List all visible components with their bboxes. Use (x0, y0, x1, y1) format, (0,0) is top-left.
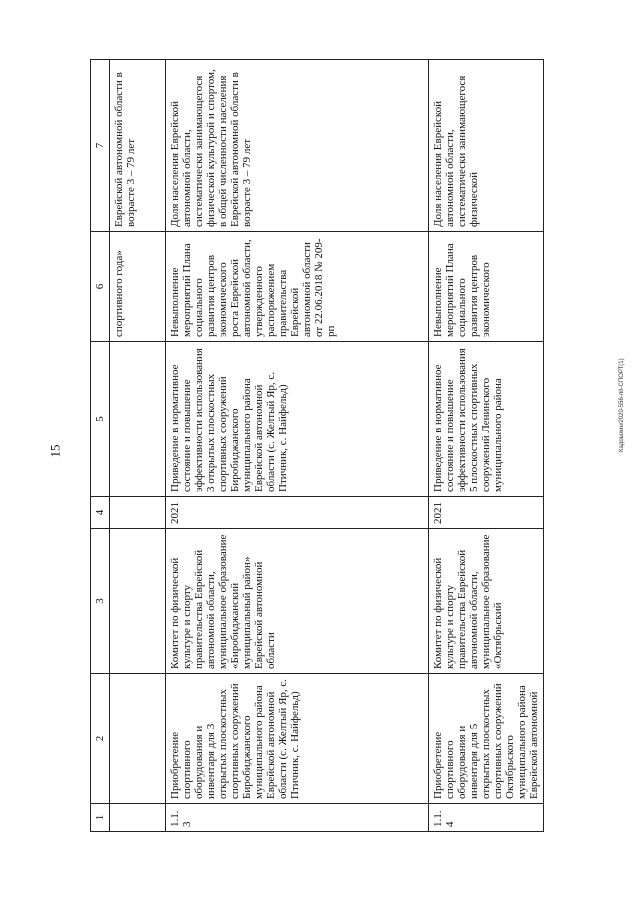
header-cell-4: 4 (91, 497, 110, 529)
measure-result: Приведение в нормативное состояние и повышение эффективности использования 3 открытых плоскостных спортивных сооружений Биробиджанского муниципального района Еврейской автономной области (с. Желтый Яр, с. Птичник, с. Найфельд) (166, 342, 429, 497)
header-cell-7: 7 (91, 60, 110, 232)
page-number: 15 (47, 444, 63, 458)
measures-table (90, 59, 544, 832)
measure-executor: Комитет по физической культуре и спорту правительства Еврейской автономной области, муниципальное образование «Биробиджанский муниципальный район» Еврейской автономной области (166, 529, 429, 674)
header-cell-3: 3 (91, 529, 110, 674)
measure-consequence: Невыполнение мероприятий Плана социального развития центров экономического роста Еврейской автономной области, утвержденного распоряжением правительства Еврейской автономной области от 22.06.2018 № 209-рп (166, 232, 429, 342)
header-cell-2: 2 (91, 674, 110, 804)
table-header-row (91, 60, 110, 832)
measure-indicator: Доля населения Еврейской автономной области, систематически занимающегося физической (429, 60, 544, 232)
measure-executor: Комитет по физической культуре и спорту правительства Еврейской автономной области, муниципальное образование «Октябрьский (429, 529, 544, 674)
continuation-consequence: спортивного года» (110, 232, 166, 342)
measure-consequence: Невыполнение мероприятий Плана социального развития центров экономического (429, 232, 544, 342)
measure-year: 2021 (429, 497, 544, 529)
header-cell-5: 5 (91, 342, 110, 497)
measure-indicator: Доля населения Еврейской автономной области, систематически занимающегося физической культурой и спортом, в общей численности населения Еврейской автономной области в возрасте 3 – 79 лет (166, 60, 429, 232)
measure-name: Приобретение спортивного оборудования и инвентаря для 3 открытых плоскостных спортивных сооружений Биробиджанского муниципального района Еврейской автономной области (с. Желтый Яр, с. Птичник, с. Найфельд) (166, 674, 429, 804)
table-row (166, 60, 429, 832)
continuation-indicator: Еврейской автономной области в возрасте 3 – 79 лет (110, 60, 166, 232)
measure-result: Приведение в нормативное состояние и повышение эффективности использования 5 плоскостных спортивных сооружений Ленинского муниципального района (429, 342, 544, 497)
header-cell-1: 1 (91, 804, 110, 832)
measure-name: Приобретение спортивного оборудования и инвентаря для 5 открытых плоскостных спортивных сооружений Октябрьского муниципального района Еврейской автономной (429, 674, 544, 804)
document-footer-code: Кадошкин/2020-556-лп-СПОРТ(1) (619, 358, 625, 452)
table-row (429, 60, 544, 832)
row-number: 1.1.3 (166, 804, 429, 832)
table-row-continuation (110, 60, 166, 832)
measure-year: 2021 (166, 497, 429, 529)
rotated-table-container (90, 60, 540, 832)
header-cell-6: 6 (91, 232, 110, 342)
row-number: 1.1.4 (429, 804, 544, 832)
